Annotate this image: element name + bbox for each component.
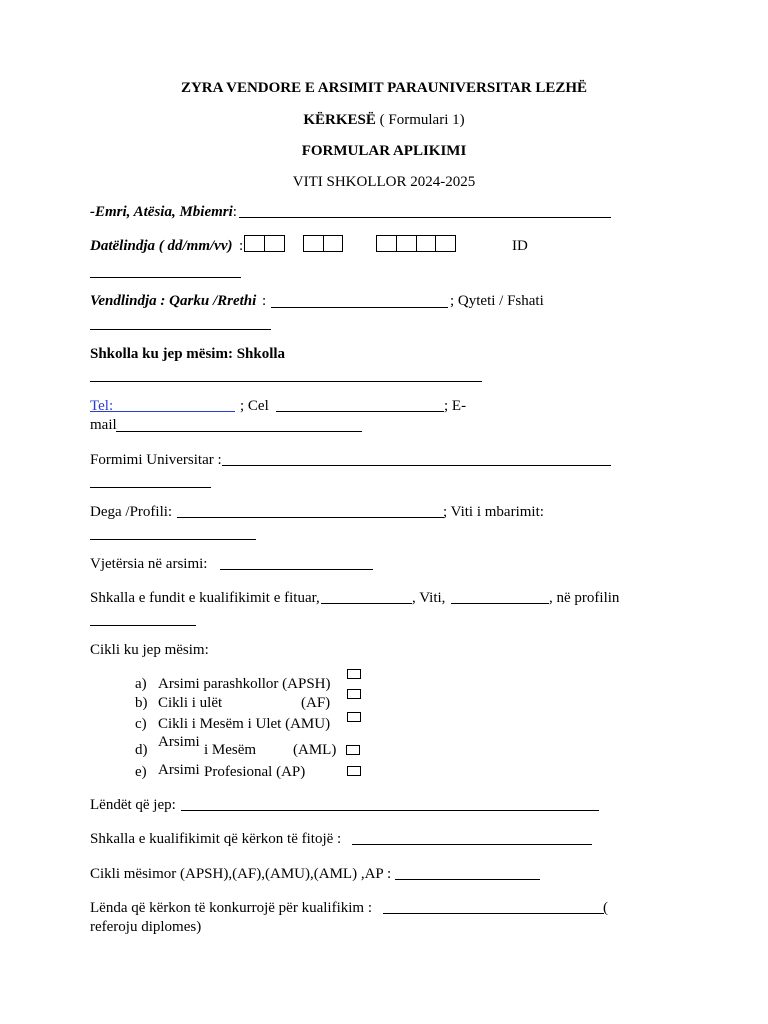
cycle-checkbox-amu[interactable] (347, 712, 361, 722)
cycle-option-code: (AML) (293, 742, 337, 758)
cycle-codes-field[interactable] (395, 879, 540, 880)
cycle-option-text: Cikli i Mesëm i Ulet (AMU) (158, 716, 331, 732)
qual-label-b: , Viti, (412, 590, 446, 606)
city-field[interactable] (90, 329, 271, 330)
id-field[interactable] (90, 277, 241, 278)
grad-year-label: ; Viti i mbarimit: (443, 504, 544, 520)
cycle-checkbox-af[interactable] (347, 689, 361, 699)
dob-colon: : (239, 238, 244, 254)
request-bold: KËRKESË (303, 112, 376, 128)
cycle-option-letter: a) (135, 676, 147, 692)
name-label: -Emri, Atësia, Mbiemri: (90, 204, 237, 220)
qual-profile-field[interactable] (90, 625, 196, 626)
cycle-checkbox-ap[interactable] (347, 766, 361, 776)
university-field-cont[interactable] (90, 487, 211, 488)
school-field[interactable] (90, 381, 482, 382)
qual-label-c: , në profilin (549, 590, 620, 606)
birthplace-label: Vendlindja : Qarku /Rrethi (90, 293, 257, 309)
dob-year-box[interactable] (376, 235, 456, 252)
cycle-option-code: (AF) (301, 695, 331, 711)
seniority-field[interactable] (220, 569, 373, 570)
school-label: Shkolla ku jep mësim: Shkolla (90, 346, 286, 362)
cycle-option-letter: b) (135, 695, 148, 711)
school-year: VITI SHKOLLOR 2024-2025 (292, 174, 476, 190)
email-field[interactable] (116, 431, 362, 432)
compete-field[interactable] (383, 913, 604, 914)
cycle-option-text-b: Profesional (AP) (204, 764, 306, 780)
tel-field[interactable] (90, 411, 235, 412)
cycle-option-text: Arsimi parashkollor (APSH) (158, 676, 331, 692)
cycle-option-text-b: i Mesëm (204, 742, 257, 758)
cel-label: ; Cel (240, 398, 269, 414)
office-title: ZYRA VENDORE E ARSIMIT PARAUNIVERSITAR LEZHË (180, 80, 588, 96)
dob-day-box[interactable] (244, 235, 285, 252)
subjects-label: Lëndët që jep: (90, 797, 176, 813)
compete-suffix: ( (603, 900, 608, 916)
cycle-option-text-a: Arsimi (158, 734, 200, 750)
id-label: ID (512, 238, 528, 254)
university-field[interactable] (222, 465, 611, 466)
cycle-codes-label: Cikli mësimor (APSH),(AF),(AMU),(AML) ,AP : (90, 866, 392, 882)
grad-year-field[interactable] (90, 539, 256, 540)
request-rest: ( Formulari 1) (379, 112, 465, 128)
qual-label-a: Shkalla e fundit e kualifikimit e fituar, (90, 590, 320, 606)
university-label: Formimi Universitar : (90, 452, 222, 468)
cycle-option-letter: d) (135, 742, 148, 758)
email-label-b: mail (90, 417, 117, 433)
subjects-field[interactable] (181, 810, 599, 811)
city-label: ; Qyteti / Fshati (450, 293, 544, 309)
cel-field[interactable] (276, 411, 444, 412)
dob-label: Datëlindja ( dd/mm/vv) (90, 238, 233, 254)
cycle-checkbox-apsh[interactable] (347, 669, 361, 679)
qual-seek-label: Shkalla e kualifikimit që kërkon të fitojë : (90, 831, 342, 847)
cycle-checkbox-aml[interactable] (346, 745, 360, 755)
compete-note: referoju diplomes) (90, 919, 202, 935)
cycle-option-letter: c) (135, 716, 147, 732)
dob-month-box[interactable] (303, 235, 343, 252)
region-field[interactable] (271, 307, 448, 308)
request-title (0, 111, 768, 129)
qual-seek-field[interactable] (352, 844, 592, 845)
qual-year-field[interactable] (451, 603, 549, 604)
cycle-option-text: Cikli i ulët (158, 695, 223, 711)
birthplace-colon: : (262, 293, 267, 309)
form-title: FORMULAR APLIKIMI (301, 143, 467, 159)
seniority-label: Vjetërsia në arsimi: (90, 556, 208, 572)
name-field[interactable] (239, 217, 611, 218)
tel-label: Tel: (90, 398, 114, 414)
cycle-option-text-a: Arsimi (158, 762, 200, 778)
qual-level-field[interactable] (321, 603, 412, 604)
branch-label: Dega /Profili: (90, 504, 173, 520)
cycle-option-letter: e) (135, 764, 147, 780)
branch-field[interactable] (177, 517, 444, 518)
cycle-label: Cikli ku jep mësim: (90, 642, 209, 658)
email-label-a: ; E- (444, 398, 467, 414)
compete-label: Lënda që kërkon të konkurrojë për kualifikim : (90, 900, 372, 916)
